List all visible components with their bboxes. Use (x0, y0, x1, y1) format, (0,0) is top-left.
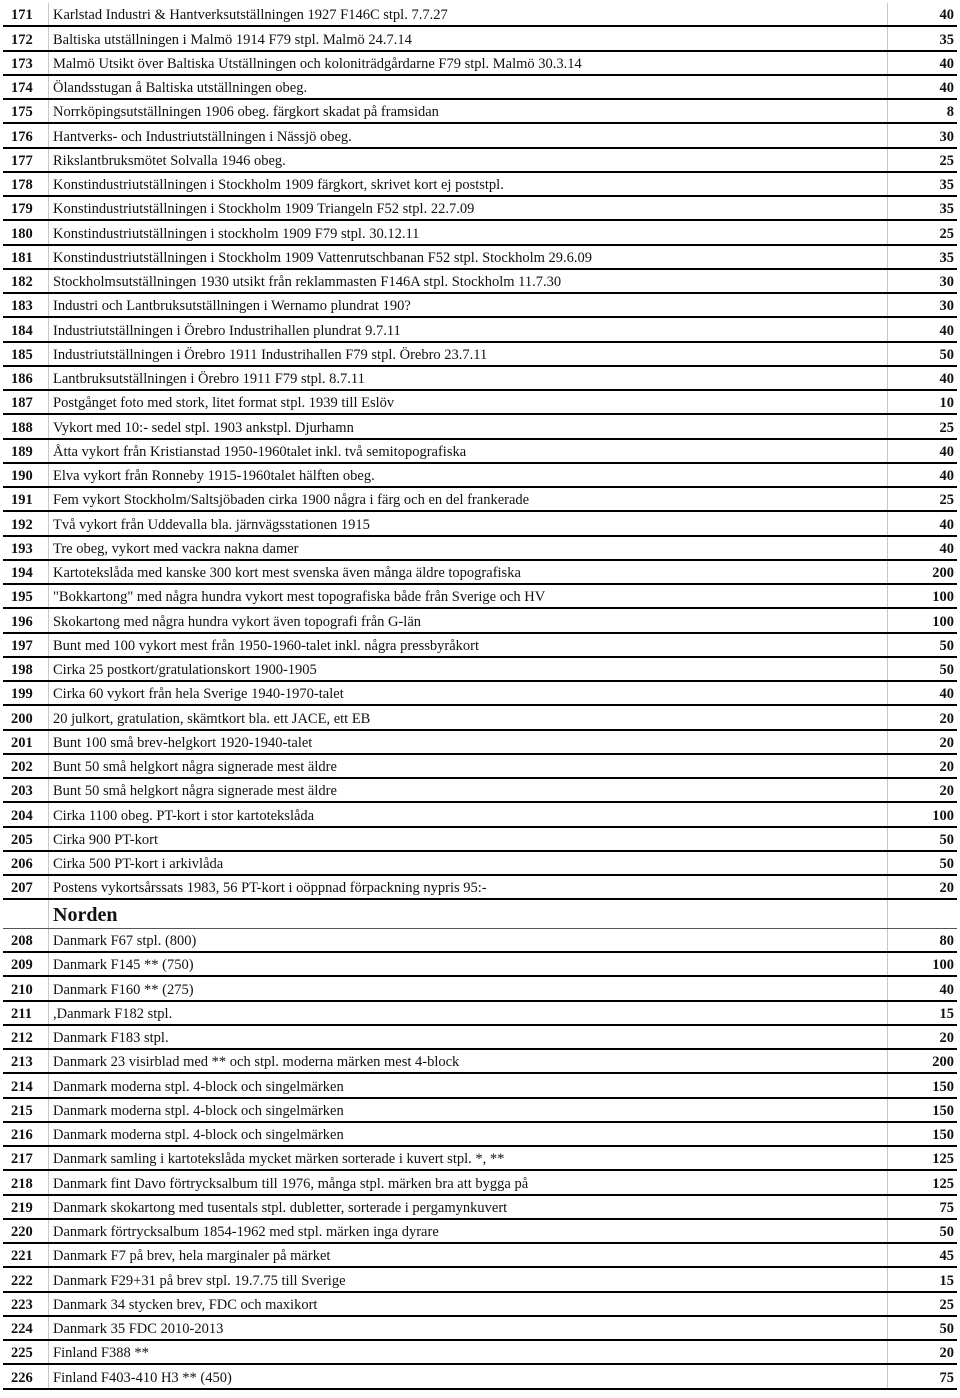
lot-number: 207 (11, 880, 33, 897)
lot-price: 40 (939, 7, 954, 24)
lot-description: Fem vykort Stockholm/Saltsjöbaden cirka 1900 några i färg och en del frankerade (53, 492, 530, 509)
lot-row (3, 270, 957, 294)
lot-price: 20 (939, 710, 954, 727)
lot-number: 206 (11, 856, 33, 872)
lot-row (3, 682, 957, 706)
lot-price: 125 (932, 1151, 954, 1168)
lot-row (3, 440, 957, 464)
lot-price: 25 (939, 419, 954, 436)
lot-description: Finland F388 ** (53, 1345, 149, 1362)
lot-row (3, 367, 957, 391)
lot-number: 197 (11, 637, 33, 654)
lot-description: Bunt 50 små helgkort några signerade mest äldre (53, 783, 337, 800)
lot-number: 202 (11, 759, 33, 775)
lot-row (3, 1050, 957, 1074)
lot-description: Norrköpingsutställningen 1906 obeg. färgkort skadat på framsidan (53, 104, 439, 121)
lot-description: Lantbruksutställningen i Örebro 1911 F79 stpl. 8.7.11 (53, 371, 365, 387)
lot-row (3, 828, 957, 852)
lot-row (3, 512, 957, 536)
lot-number: 213 (11, 1054, 33, 1071)
lot-description: Danmark förtrycksalbum 1854-1962 med stpl. märken inga dyrare (53, 1224, 439, 1240)
lot-number: 194 (11, 565, 33, 581)
lot-description: Ölandsstugan å Baltiska utställningen obeg. (53, 80, 308, 96)
lot-price: 100 (932, 807, 954, 824)
auction-lot-table (3, 3, 957, 1390)
lot-description: "Bokkartong" med några hundra vykort mest topografiska både från Sverige och HV (53, 589, 546, 606)
lot-row (3, 1123, 957, 1147)
lot-row (3, 977, 957, 1001)
lot-number: 191 (11, 492, 33, 509)
lot-row (3, 1026, 957, 1050)
lot-row (3, 124, 957, 148)
lot-number: 218 (11, 1175, 33, 1192)
lot-number: 198 (11, 662, 33, 678)
lot-row (3, 779, 957, 803)
lot-number: 222 (11, 1272, 33, 1289)
lot-number: 173 (11, 55, 33, 72)
lot-description: Cirka 900 PT-kort (53, 831, 158, 848)
lot-number: 175 (11, 104, 33, 121)
lot-number: 220 (11, 1224, 33, 1240)
lot-price: 40 (939, 371, 954, 387)
lot-number: 171 (11, 7, 33, 24)
lot-row (3, 76, 957, 100)
lot-row (3, 343, 957, 367)
lot-price: 20 (939, 759, 954, 775)
lot-description: Stockholmsutställningen 1930 utsikt från reklammasten F146A stpl. Stockholm 11.7.30 (53, 274, 562, 290)
lot-number: 214 (11, 1078, 33, 1095)
lot-description: Danmark F29+31 på brev stpl. 19.7.75 till Sverige (53, 1272, 346, 1289)
lot-price: 20 (939, 1345, 954, 1362)
lot-price: 100 (932, 589, 954, 606)
lot-description: Konstindustriutställningen i Stockholm 1909 färgkort, skrivet kort ej poststpl. (53, 177, 504, 193)
lot-row (3, 294, 957, 318)
lot-row (3, 803, 957, 827)
section-header: Norden (53, 903, 118, 926)
lot-description: Vykort med 10:- sedel stpl. 1903 ankstpl. Djurhamn (53, 419, 354, 436)
lot-number: 204 (11, 807, 33, 824)
lot-price: 40 (939, 540, 954, 557)
lot-description: ,Danmark F182 stpl. (53, 1005, 173, 1022)
lot-number: 226 (11, 1369, 33, 1386)
lot-description: Danmark F183 stpl. (53, 1030, 169, 1046)
lot-number: 188 (11, 419, 33, 436)
lot-description: Danmark F160 ** (275) (53, 981, 194, 998)
lot-row (3, 561, 957, 585)
lot-description: Cirka 500 PT-kort i arkivlåda (53, 856, 224, 872)
lot-price: 35 (939, 177, 954, 193)
lot-description: Åtta vykort från Kristianstad 1950-1960talet inkl. två semitopografiska (53, 443, 467, 460)
lot-row (3, 852, 957, 876)
lot-price: 25 (939, 1296, 954, 1313)
lot-price: 50 (939, 831, 954, 848)
lot-price: 35 (939, 31, 954, 48)
lot-number: 210 (11, 981, 33, 998)
lot-row (3, 246, 957, 270)
lot-price: 50 (939, 1321, 954, 1337)
lot-description: Bunt 50 små helgkort några signerade mest äldre (53, 759, 337, 775)
lot-row (3, 52, 957, 76)
lot-description: Danmark 23 visirblad med ** och stpl. moderna märken mest 4-block (53, 1054, 460, 1071)
lot-description: Danmark samling i kartotekslåda mycket märken sorterade i kuvert stpl. *, ** (53, 1151, 505, 1168)
lot-description: Konstindustriutställningen i Stockholm 1909 Vattenrutschbanan F52 stpl. Stockholm 29.6.09 (53, 249, 593, 266)
lot-number: 179 (11, 201, 33, 218)
lot-row (3, 953, 957, 977)
lot-row (3, 1196, 957, 1220)
lot-price: 50 (939, 856, 954, 872)
lot-price: 45 (939, 1248, 954, 1265)
lot-description: Tre obeg, vykort med vackra nakna damer (53, 540, 299, 557)
lot-price: 100 (932, 613, 954, 630)
lot-row (3, 100, 957, 124)
lot-description: Karlstad Industri & Hantverksutställningen 1927 F146C stpl. 7.7.27 (53, 7, 448, 24)
lot-row (3, 537, 957, 561)
lot-description: Danmark 34 stycken brev, FDC och maxikort (53, 1296, 318, 1313)
lot-row (3, 1365, 957, 1389)
lot-description: 20 julkort, gratulation, skämtkort bla. ett JACE, ett EB (53, 710, 371, 727)
lot-row (3, 876, 957, 900)
lot-row (3, 3, 957, 27)
lot-description: Bunt med 100 vykort mest från 1950-1960-talet inkl. några pressbyråkort (53, 637, 480, 654)
lot-price: 200 (932, 565, 954, 581)
lot-number: 189 (11, 443, 33, 460)
lot-row (3, 464, 957, 488)
lot-row (3, 1002, 957, 1026)
lot-price: 20 (939, 880, 954, 897)
lot-row (3, 318, 957, 342)
lot-description: Malmö Utsikt över Baltiska Utställningen och koloniträdgårdarne F79 stpl. Malmö 30.3.14 (53, 55, 582, 72)
lot-price: 30 (939, 298, 954, 315)
lot-price: 15 (939, 1272, 954, 1289)
lot-description: Två vykort från Uddevalla bla. järnvägsstationen 1915 (53, 516, 370, 533)
lot-row (3, 149, 957, 173)
lot-number: 201 (11, 734, 33, 751)
lot-number: 225 (11, 1345, 33, 1362)
lot-number: 195 (11, 589, 33, 606)
lot-row (3, 1293, 957, 1317)
lot-price: 125 (932, 1175, 954, 1192)
lot-price: 20 (939, 734, 954, 751)
lot-description: Danmark F145 ** (750) (53, 957, 194, 974)
lot-description: Rikslantbruksmötet Solvalla 1946 obeg. (53, 152, 286, 169)
lot-row (3, 1244, 957, 1268)
lot-price: 40 (939, 55, 954, 72)
lot-price: 15 (939, 1005, 954, 1022)
lot-number: 176 (11, 128, 33, 145)
lot-number: 221 (11, 1248, 33, 1265)
lot-number: 215 (11, 1102, 33, 1119)
lot-number: 172 (11, 31, 33, 48)
lot-number: 190 (11, 468, 33, 484)
lot-row (3, 585, 957, 609)
lot-price: 200 (932, 1054, 954, 1071)
lot-row (3, 197, 957, 221)
lot-number: 219 (11, 1199, 33, 1216)
lot-description: Elva vykort från Ronneby 1915-1960talet hälften obeg. (53, 468, 375, 484)
lot-description: Industriutställningen i Örebro 1911 Industrihallen F79 stpl. Örebro 23.7.11 (53, 346, 488, 363)
lot-description: Finland F403-410 H3 ** (450) (53, 1369, 232, 1386)
lot-description: Danmark moderna stpl. 4-block och singelmärken (53, 1078, 344, 1095)
lot-number: 178 (11, 177, 33, 193)
lot-number: 177 (11, 152, 33, 169)
lot-row (3, 1317, 957, 1341)
lot-row (3, 173, 957, 197)
lot-number: 196 (11, 613, 33, 630)
lot-price: 75 (939, 1199, 954, 1216)
lot-number: 180 (11, 225, 33, 242)
lot-number: 182 (11, 274, 33, 290)
lot-description: Konstindustriutställningen i Stockholm 1909 Triangeln F52 stpl. 22.7.09 (53, 201, 475, 218)
lot-row (3, 415, 957, 439)
lot-price: 8 (946, 104, 954, 121)
lot-price: 25 (939, 492, 954, 509)
section-header-row (3, 900, 957, 929)
lot-price: 100 (932, 957, 954, 974)
lot-price: 40 (939, 80, 954, 96)
lot-description: Danmark fint Davo förtrycksalbum till 1976, många stpl. märken bra att bygga på (53, 1175, 529, 1192)
lot-row (3, 1171, 957, 1195)
lot-price: 40 (939, 516, 954, 533)
lot-number: 224 (11, 1321, 33, 1337)
lot-number: 200 (11, 710, 33, 727)
lot-number: 212 (11, 1030, 33, 1046)
lot-price: 20 (939, 1030, 954, 1046)
lot-row (3, 755, 957, 779)
lot-price: 50 (939, 346, 954, 363)
lot-row (3, 634, 957, 658)
lot-price: 40 (939, 443, 954, 460)
lot-number: 185 (11, 346, 33, 363)
lot-row (3, 929, 957, 953)
lot-row (3, 1341, 957, 1365)
lot-description: Danmark F7 på brev, hela marginaler på märket (53, 1248, 331, 1265)
lot-row (3, 609, 957, 633)
lot-price: 75 (939, 1369, 954, 1386)
lot-price: 30 (939, 128, 954, 145)
lot-number: 174 (11, 80, 33, 96)
lot-description: Danmark 35 FDC 2010-2013 (53, 1321, 224, 1337)
lot-description: Hantverks- och Industriutställningen i Nässjö obeg. (53, 128, 352, 145)
lot-price: 40 (939, 322, 954, 339)
lot-row (3, 488, 957, 512)
lot-number: 209 (11, 957, 33, 974)
lot-row (3, 1074, 957, 1098)
lot-number: 193 (11, 540, 33, 557)
lot-price: 150 (932, 1102, 954, 1119)
lot-number: 208 (11, 933, 33, 949)
lot-description: Baltiska utställningen i Malmö 1914 F79 stpl. Malmö 24.7.14 (53, 31, 412, 48)
lot-description: Skokartong med några hundra vykort även topografi från G-län (53, 613, 422, 630)
lot-price: 35 (939, 201, 954, 218)
lot-number: 217 (11, 1151, 33, 1168)
lot-number: 186 (11, 371, 33, 387)
lot-row (3, 1268, 957, 1292)
lot-number: 199 (11, 686, 33, 703)
lot-number: 183 (11, 298, 33, 315)
lot-description: Danmark F67 stpl. (800) (53, 933, 197, 949)
lot-price: 80 (939, 933, 954, 949)
lot-row (3, 1147, 957, 1171)
lot-row (3, 391, 957, 415)
lot-row (3, 706, 957, 730)
lot-description: Postens vykortsårssats 1983, 56 PT-kort i oöppnad förpackning nypris 95:- (53, 880, 487, 897)
lot-number: 187 (11, 395, 33, 412)
lot-number: 205 (11, 831, 33, 848)
lot-number: 223 (11, 1296, 33, 1313)
lot-number: 181 (11, 249, 33, 266)
lot-price: 40 (939, 468, 954, 484)
lot-number: 184 (11, 322, 33, 339)
lot-description: Cirka 60 vykort från hela Sverige 1940-1970-talet (53, 686, 344, 703)
lot-row (3, 27, 957, 51)
lot-number: 211 (11, 1005, 32, 1022)
lot-price: 25 (939, 225, 954, 242)
lot-row (3, 1220, 957, 1244)
lot-description: Cirka 25 postkort/gratulationskort 1900-1905 (53, 662, 317, 678)
lot-row (3, 658, 957, 682)
lot-price: 150 (932, 1078, 954, 1095)
lot-price: 50 (939, 637, 954, 654)
lot-price: 50 (939, 662, 954, 678)
lot-price: 50 (939, 1224, 954, 1240)
lot-price: 40 (939, 981, 954, 998)
lot-row (3, 1099, 957, 1123)
lot-number: 192 (11, 516, 33, 533)
lot-price: 10 (939, 395, 954, 412)
lot-description: Industri och Lantbruksutställningen i Wernamo plundrat 190? (53, 298, 411, 315)
lot-description: Cirka 1100 obeg. PT-kort i stor kartotekslåda (53, 807, 315, 824)
lot-price: 35 (939, 249, 954, 266)
lot-description: Kartotekslåda med kanske 300 kort mest svenska även många äldre topografiska (53, 565, 521, 581)
lot-description: Konstindustriutställningen i stockholm 1909 F79 stpl. 30.12.11 (53, 225, 420, 242)
lot-description: Postgånget foto med stork, litet format stpl. 1939 till Eslöv (53, 395, 395, 412)
lot-price: 150 (932, 1127, 954, 1143)
lot-description: Bunt 100 små brev-helgkort 1920-1940-talet (53, 734, 313, 751)
lot-description: Danmark moderna stpl. 4-block och singelmärken (53, 1127, 344, 1143)
lot-description: Danmark moderna stpl. 4-block och singelmärken (53, 1102, 344, 1119)
lot-price: 40 (939, 686, 954, 703)
lot-description: Danmark skokartong med tusentals stpl. dubletter, sorterade i pergamynkuvert (53, 1199, 508, 1216)
lot-price: 30 (939, 274, 954, 290)
lot-price: 25 (939, 152, 954, 169)
lot-number: 203 (11, 783, 33, 800)
lot-number: 216 (11, 1127, 33, 1143)
lot-price: 20 (939, 783, 954, 800)
lot-description: Industriutställningen i Örebro Industrihallen plundrat 9.7.11 (53, 322, 401, 339)
lot-row (3, 221, 957, 245)
lot-row (3, 731, 957, 755)
